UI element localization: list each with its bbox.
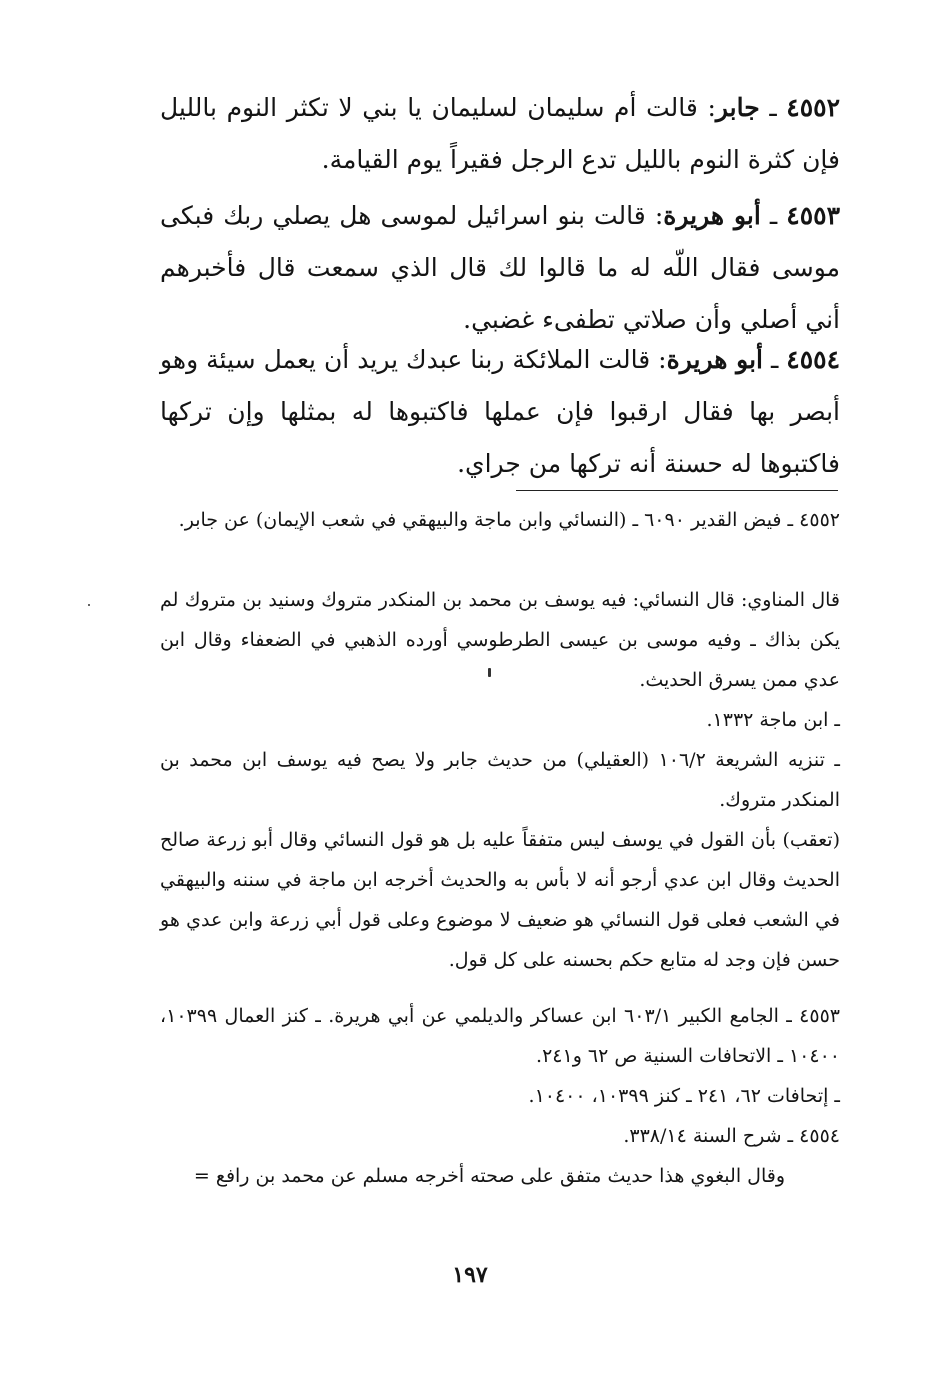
hadith-narrator: أبو هريرة (666, 345, 763, 374)
hadith-narrator: أبو هريرة (663, 201, 761, 230)
hadith-number: ٤٥٥٣ (786, 201, 840, 230)
hadith-separator: ـ (763, 345, 787, 374)
footnote: ٤٥٥٢ ـ فيض القدير ٦٠٩٠ ـ (النسائي وابن ماجة والبيهقي في شعب الإيمان) عن جابر. (178, 509, 840, 531)
page-number: ١٩٧ (452, 1262, 488, 1288)
scan-speck (88, 604, 90, 606)
footnote: ـ ابن ماجة ١٣٣٢. (706, 709, 840, 731)
hadith-separator: ـ (759, 93, 787, 122)
hadith-narrator: جابر (715, 93, 760, 122)
hadith-text: : قالت بنو اسرائيل لموسى هل يصلي ربك فبكى موسى فقال اللّه له ما قالوا لك قال الذي سمعت قال فأخبرهم أني أصلي وأن صلاتي تطفىء غضبي. (160, 201, 840, 334)
footnote: ٤٥٥٤ ـ شرح السنة ٣٣٨/١٤. (623, 1125, 840, 1147)
footnote: قال المناوي: قال النسائي: فيه يوسف بن محمد بن المنكدر متروك وسنيد بن متروك لم يكن بذاك ـ وفيه موسى بن عيسى الطرطوسي أورده الذهبي في الضعفاء وقال ابن عدي ممن يسرق الحديث. (160, 589, 840, 691)
hadith-text: : قالت الملائكة ربنا عبدك يريد أن يعمل سيئة وهو أبصر بها فقال ارقبوا فإن عملها فاكتبوها له بمثلها وإن تركها فاكتبوها له حسنة أنه تركها من جراي. (160, 345, 840, 478)
footnote: ـ إتحافات ٦٢، ٢٤١ ـ كنز ١٠٣٩٩، ١٠٤٠٠. (528, 1085, 840, 1107)
footnote: ٤٥٥٣ ـ الجامع الكبير ٦٠٣/١ ابن عساكر والديلمي عن أبي هريرة. ـ كنز العمال ١٠٣٩٩، ١٠٤٠٠ ـ الاتحافات السنية ص ٦٢ و٢٤١. (160, 1005, 840, 1067)
hadith-number: ٤٥٥٤ (786, 345, 841, 374)
hadith-number: ٤٥٥٢ (786, 93, 841, 122)
hadith-entry (160, 190, 840, 346)
footnote: ـ تنزيه الشريعة ١٠٦/٢ (العقيلي) من حديث جابر ولا يصح فيه يوسف ابن محمد بن المنكدر متروك. (160, 749, 840, 811)
footnote: وقال البغوي هذا حديث متفق على صحته أخرجه مسلم عن محمد بن رافع = (193, 1165, 785, 1187)
footnote: (تعقب) بأن القول في يوسف ليس متفقاً عليه بل هو قول النسائي وقال أبو زرعة صالح الحديث وقال ابن عدي أرجو أنه لا بأس به والحديث أخرجه ابن ماجة في سننه والبيهقي في الشعب فعلى قول النسائي هو ضعيف لا موضوع وعلى قول أبي زرعة وابن عدي هو حسن فإن وجد له متابع حكم بحسنه على كل قول. (160, 829, 840, 971)
hadith-separator: ـ (760, 201, 787, 230)
hadith-text: : قالت أم سليمان لسليمان يا بني لا تكثر النوم بالليل فإن كثرة النوم بالليل تدع الرجل فقيراً يوم القيامة. (160, 93, 840, 174)
footnote-divider (516, 490, 838, 491)
scan-speck (488, 668, 491, 677)
hadith-entry (160, 82, 840, 186)
hadith-entry (160, 334, 840, 490)
